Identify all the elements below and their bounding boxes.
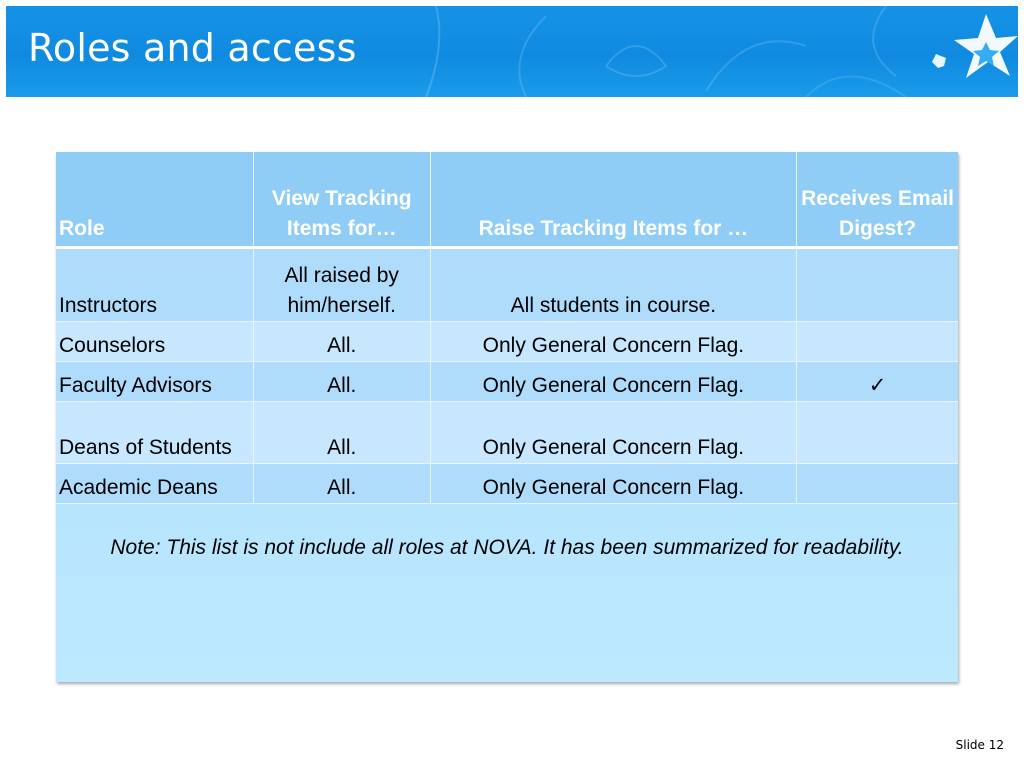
cell-digest — [797, 248, 958, 322]
cell-role: Academic Deans — [56, 464, 253, 504]
cell-digest — [797, 402, 958, 464]
cell-raise: Only General Concern Flag. — [430, 464, 796, 504]
cell-role: Deans of Students — [56, 402, 253, 464]
slide-title: Roles and access — [28, 26, 357, 70]
table-row — [56, 402, 958, 464]
cell-view: All. — [253, 362, 430, 402]
roles-table — [56, 152, 958, 504]
cell-digest — [797, 322, 958, 362]
table-row — [56, 248, 958, 322]
cell-view: All. — [253, 322, 430, 362]
table-header-row — [56, 152, 958, 248]
cell-raise: Only General Concern Flag. — [430, 362, 796, 402]
cell-role: Instructors — [56, 248, 253, 322]
cell-digest — [797, 464, 958, 504]
cell-view: All raised by him/herself. — [253, 248, 430, 322]
table-note: Note: This list is not include all roles at NOVA. It has been summarized for readability. — [110, 536, 904, 559]
starfish-icon — [932, 14, 1018, 78]
header-view-tracking: View Tracking Items for… — [253, 152, 430, 248]
header-role: Role — [56, 152, 253, 248]
cell-role: Faculty Advisors — [56, 362, 253, 402]
cell-role: Counselors — [56, 322, 253, 362]
table-row — [56, 362, 958, 402]
header-email-digest: Receives Email Digest? — [797, 152, 958, 248]
title-banner — [6, 6, 1018, 97]
slide-number: Slide 12 — [955, 738, 1004, 752]
cell-raise: Only General Concern Flag. — [430, 402, 796, 464]
header-raise-tracking: Raise Tracking Items for … — [430, 152, 796, 248]
checkmark-icon: ✓ — [797, 362, 958, 402]
cell-view: All. — [253, 464, 430, 504]
table-row — [56, 464, 958, 504]
cell-view: All. — [253, 402, 430, 464]
cell-raise: Only General Concern Flag. — [430, 322, 796, 362]
roles-table-panel — [56, 152, 958, 682]
cell-raise: All students in course. — [430, 248, 796, 322]
table-row — [56, 322, 958, 362]
